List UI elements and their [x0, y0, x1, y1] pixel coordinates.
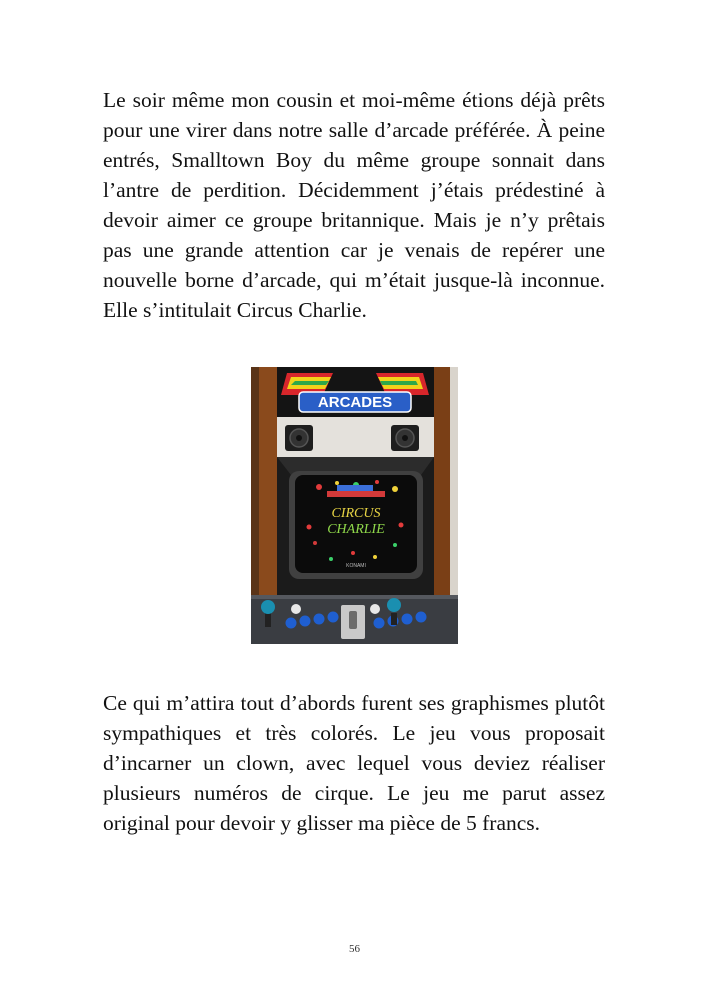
- crt-screen: [289, 471, 423, 579]
- cabinet-side-left: [259, 367, 277, 607]
- screen-footer: KONAMI: [346, 563, 366, 569]
- marquee-text: ARCADES: [317, 394, 393, 411]
- control-panel: [251, 595, 458, 644]
- paragraph-2: Ce qui m’attira tout d’abords furent ses graphismes plutôt sympathiques et très colorés. Le jeu vous proposait d’incarner un clown, avec lequel vous deviez réaliser plusieurs numéros de cirque. Le jeu me parut assez original pour devoir y glisser ma pièce de 5 francs.: [103, 691, 605, 835]
- joystick-right: [387, 598, 401, 612]
- speaker-panel: [277, 417, 434, 457]
- marquee: [277, 367, 434, 417]
- joystick-left: [261, 600, 275, 614]
- cabinet-side-right: [434, 367, 450, 607]
- arcade-cabinet-photo: [251, 367, 458, 644]
- page-number: 56: [349, 943, 360, 955]
- screen-title-line2: CHARLIE: [327, 522, 385, 537]
- paragraph-1: Le soir même mon cousin et moi-même étions déjà prêts pour une virer dans notre salle d’arcade préférée. À peine entrés, Smalltown Boy du même groupe sonnait dans l’antre de perdition. Décidemment j’étais prédestiné à devoir aimer ce groupe britannique. Mais je n’y prêtais pas une grande attention car je venais de repérer une nouvelle borne d’arcade, qui m’était jusque-là inconnue. Elle s’intitulait Circus Charlie.: [103, 88, 605, 322]
- screen-title-line1: CIRCUS: [331, 506, 381, 521]
